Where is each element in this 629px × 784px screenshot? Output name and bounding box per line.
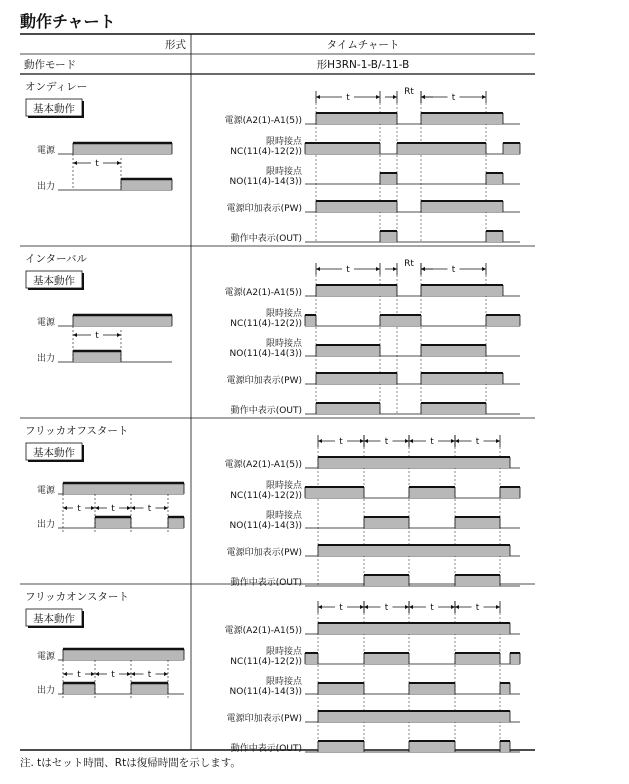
mode3-small-span-2-label: t [147, 504, 152, 514]
header-model: 形H3RN-1-B/-11-B [316, 59, 410, 71]
mode3-label-power: 電源(A2(1)-A1(5)) [224, 460, 302, 470]
mode3-span-1-label: t [384, 437, 389, 447]
mode4-wave-out-pulse-1 [409, 741, 455, 752]
mode1-small-power-label: 電源 [37, 146, 56, 156]
mode4-wave-no-pulse-1 [409, 683, 455, 694]
mode4-name: フリッカオンスタート [25, 591, 129, 603]
mode4-small-span-2-label: t [147, 670, 152, 680]
mode4-span-1-label: t [384, 603, 389, 613]
mode4-wave-power-pulse-0 [318, 623, 510, 634]
mode2-label-out: 動作中表示(OUT) [230, 406, 302, 416]
mode4-wave-pw-pulse-0 [318, 711, 510, 722]
mode4-basic-label: 基本動作 [33, 613, 75, 625]
mode3-small-span-0-label: t [77, 504, 81, 514]
mode3-small-output-pulse-0 [95, 517, 131, 528]
mode3-basic-label: 基本動作 [33, 447, 75, 459]
mode1-wave-nc-pulse-1 [397, 143, 486, 154]
mode1-span-0-arrow-right [376, 95, 380, 99]
mode2-basic-label: 基本動作 [33, 275, 75, 287]
mode4-small-output-pulse-0 [63, 683, 95, 694]
mode2-span-0-arrow-left [316, 267, 320, 271]
mode2-small-output-pulse-0 [73, 351, 121, 362]
mode3-basic-box-shadow-r [82, 445, 84, 462]
mode3-span-2-arrow-right [451, 439, 455, 443]
mode2-wave-power-pulse-1 [421, 285, 503, 296]
mode4-small-power-pulse-0 [63, 649, 184, 660]
mode1-small-span-arrow-right [117, 161, 121, 165]
mode4-span-0-arrow-left [318, 605, 322, 609]
mode1-span-2-arrow-left [421, 95, 425, 99]
mode4-wave-out-pulse-0 [318, 741, 364, 752]
mode2-span-2-arrow-left [421, 267, 425, 271]
mode4-wave-out-pulse-2 [500, 741, 510, 752]
mode2-label-no: NO(11(4)-14(3)) [229, 349, 302, 359]
mode4-small-span-1-arrow-right [127, 672, 131, 676]
mode2-label-pw: 電源印加表示(PW) [226, 376, 302, 386]
mode4-label-power: 電源(A2(1)-A1(5)) [224, 626, 302, 636]
mode3-small-output-pulse-1 [168, 517, 184, 528]
mode4-small-span-2-arrow-right [164, 672, 168, 676]
mode2-small-output-label: 出力 [37, 354, 56, 364]
header-mode: 動作モード [24, 59, 77, 71]
mode3-wave-nc-pulse-1 [409, 487, 455, 498]
mode1-wave-power-pulse-1 [421, 113, 503, 124]
mode3-wave-pw-pulse-0 [318, 545, 510, 556]
mode2-rt-label: Rt [404, 259, 414, 269]
mode4-small-output-label: 出力 [37, 686, 56, 696]
mode4-span-3-arrow-left [455, 605, 459, 609]
mode2-wave-nc-pulse-0 [305, 315, 316, 326]
mode1-basic-label: 基本動作 [33, 103, 75, 115]
mode4-small-span-0-arrow-right [91, 672, 95, 676]
mode3-small-span-2-arrow-right [164, 506, 168, 510]
mode1-span-0-label: t [346, 93, 350, 103]
mode2-wave-out-pulse-0 [316, 403, 380, 414]
mode4-small-span-1-label: t [111, 670, 115, 680]
mode2-small-power-label: 電源 [37, 318, 56, 328]
mode2-small-power-pulse-0 [73, 315, 172, 326]
mode3-small-span-0-arrow-left [63, 506, 67, 510]
mode4-span-2-label: t [430, 603, 434, 613]
mode4-span-1-arrow-right [405, 605, 409, 609]
mode3-basic-box-shadow-b [28, 460, 84, 462]
mode1-label-contact-no: 限時接点 [265, 167, 302, 177]
mode1-basic-box-shadow-b [28, 116, 84, 118]
mode1-small-span-arrow-left [73, 161, 77, 165]
mode4-small-power-label: 電源 [37, 652, 56, 662]
mode1-span-2-label: t [451, 93, 456, 103]
mode4-label-contact-nc: 限時接点 [265, 647, 302, 657]
mode4-small-span-1-arrow-left [95, 672, 99, 676]
mode3-label-nc: NC(11(4)-12(2)) [230, 491, 302, 501]
mode3-span-1-arrow-left [364, 439, 368, 443]
mode3-label-out: 動作中表示(OUT) [230, 578, 302, 588]
mode1-label-contact-nc: 限時接点 [265, 137, 302, 147]
mode3-span-2-label: t [430, 437, 434, 447]
mode1-span-2-arrow-right [482, 95, 486, 99]
mode2-wave-pw-pulse-1 [421, 373, 503, 384]
mode1-small-output-pulse-0 [121, 179, 172, 190]
mode3-span-1-arrow-right [405, 439, 409, 443]
mode2-name: インターバル [25, 253, 88, 265]
mode3-wave-no-pulse-0 [364, 517, 409, 528]
mode3-wave-power-pulse-0 [318, 457, 510, 468]
page-title: 動作チャート [20, 12, 116, 31]
mode3-label-pw: 電源印加表示(PW) [226, 548, 302, 558]
mode4-small-span-0-arrow-left [63, 672, 67, 676]
mode4-span-3-arrow-right [496, 605, 500, 609]
header-format: 形式 [165, 39, 186, 51]
mode3-name: フリッカオフスタート [25, 425, 129, 437]
mode3-small-power-label: 電源 [37, 486, 56, 496]
mode1-wave-pw-pulse-0 [316, 201, 397, 212]
header-timechart: タイムチャート [326, 39, 400, 51]
mode2-wave-nc-pulse-1 [380, 315, 421, 326]
mode3-span-0-arrow-right [360, 439, 364, 443]
mode4-small-output-pulse-1 [131, 683, 168, 694]
mode2-basic-box-shadow-b [28, 288, 84, 290]
mode2-basic-box-shadow-r [82, 273, 84, 290]
mode1-span-0-arrow-left [316, 95, 320, 99]
mode1-label-power: 電源(A2(1)-A1(5)) [224, 116, 302, 126]
footnote: 注. tはセット時間、Rtは復帰時間を示します。 [20, 757, 241, 769]
mode2-span-0-arrow-right [376, 267, 380, 271]
mode3-small-span-2-arrow-left [131, 506, 135, 510]
mode3-wave-out-pulse-1 [455, 575, 500, 586]
mode4-wave-no-pulse-2 [500, 683, 510, 694]
mode4-wave-nc-pulse-2 [455, 653, 500, 664]
mode4-wave-nc-pulse-0 [305, 653, 318, 664]
mode2-wave-nc-pulse-2 [486, 315, 520, 326]
mode3-label-contact-no: 限時接点 [265, 511, 302, 521]
mode4-small-span-2-arrow-left [131, 672, 135, 676]
mode1-label-pw: 電源印加表示(PW) [226, 204, 302, 214]
mode1-wave-out-pulse-1 [486, 231, 503, 242]
mode2-rt-arrow-l [393, 267, 397, 271]
mode4-basic-box-shadow-b [28, 626, 84, 628]
mode1-label-no: NO(11(4)-14(3)) [229, 177, 302, 187]
mode2-span-2-label: t [451, 265, 456, 275]
mode4-label-pw: 電源印加表示(PW) [226, 714, 302, 724]
mode3-small-span-0-arrow-right [91, 506, 95, 510]
mode3-span-3-label: t [475, 437, 480, 447]
mode4-span-1-arrow-left [364, 605, 368, 609]
mode3-small-span-1-label: t [111, 504, 115, 514]
mode1-label-nc: NC(11(4)-12(2)) [230, 147, 302, 157]
mode2-wave-no-pulse-0 [316, 345, 380, 356]
mode3-small-power-pulse-0 [63, 483, 184, 494]
mode3-span-3-arrow-left [455, 439, 459, 443]
mode2-span-2-arrow-right [482, 267, 486, 271]
mode4-label-contact-no: 限時接点 [265, 677, 302, 687]
mode3-wave-nc-pulse-0 [305, 487, 364, 498]
mode2-wave-power-pulse-0 [316, 285, 397, 296]
mode1-wave-out-pulse-0 [380, 231, 397, 242]
mode1-basic-box-shadow-r [82, 101, 84, 118]
mode3-span-0-arrow-left [318, 439, 322, 443]
mode3-span-2-arrow-left [409, 439, 413, 443]
mode2-wave-no-pulse-1 [421, 345, 486, 356]
mode2-wave-pw-pulse-0 [316, 373, 397, 384]
mode1-wave-no-pulse-0 [380, 173, 397, 184]
mode4-wave-nc-pulse-1 [364, 653, 409, 664]
mode1-name: オンディレー [25, 81, 88, 93]
mode3-label-no: NO(11(4)-14(3)) [229, 521, 302, 531]
mode4-label-no: NO(11(4)-14(3)) [229, 687, 302, 697]
mode2-label-power: 電源(A2(1)-A1(5)) [224, 288, 302, 298]
mode3-wave-nc-pulse-2 [500, 487, 520, 498]
mode2-small-span-arrow-right [117, 333, 121, 337]
mode3-span-0-label: t [339, 437, 343, 447]
mode1-wave-no-pulse-1 [486, 173, 503, 184]
mode4-wave-no-pulse-0 [318, 683, 364, 694]
mode2-label-contact-nc: 限時接点 [265, 309, 302, 319]
mode4-span-0-label: t [339, 603, 343, 613]
mode2-label-nc: NC(11(4)-12(2)) [230, 319, 302, 329]
mode4-span-0-arrow-right [360, 605, 364, 609]
mode2-small-span-label: t [95, 331, 99, 341]
mode1-label-out: 動作中表示(OUT) [230, 234, 302, 244]
mode1-small-power-pulse-0 [73, 143, 172, 154]
mode4-span-2-arrow-right [451, 605, 455, 609]
mode1-small-span-label: t [95, 159, 99, 169]
mode1-rt-label: Rt [404, 87, 414, 97]
mode4-label-nc: NC(11(4)-12(2)) [230, 657, 302, 667]
mode3-small-output-label: 出力 [37, 520, 56, 530]
mode4-span-3-label: t [475, 603, 480, 613]
mode3-wave-out-pulse-0 [364, 575, 409, 586]
mode4-span-2-arrow-left [409, 605, 413, 609]
mode2-wave-out-pulse-1 [421, 403, 486, 414]
mode1-wave-nc-pulse-0 [305, 143, 380, 154]
mode3-label-contact-nc: 限時接点 [265, 481, 302, 491]
mode1-wave-power-pulse-0 [316, 113, 397, 124]
mode1-wave-pw-pulse-1 [421, 201, 503, 212]
mode4-label-out: 動作中表示(OUT) [230, 744, 302, 754]
mode3-small-span-1-arrow-right [127, 506, 131, 510]
mode4-basic-box-shadow-r [82, 611, 84, 628]
mode1-wave-nc-pulse-2 [503, 143, 520, 154]
mode4-wave-nc-pulse-3 [510, 653, 520, 664]
mode3-wave-no-pulse-1 [455, 517, 500, 528]
mode3-small-span-1-arrow-left [95, 506, 99, 510]
mode1-rt-arrow-l [393, 95, 397, 99]
mode2-span-0-label: t [346, 265, 350, 275]
mode1-small-output-label: 出力 [37, 182, 56, 192]
mode3-span-3-arrow-right [496, 439, 500, 443]
mode4-small-span-0-label: t [77, 670, 81, 680]
mode2-label-contact-no: 限時接点 [265, 339, 302, 349]
mode2-small-span-arrow-left [73, 333, 77, 337]
